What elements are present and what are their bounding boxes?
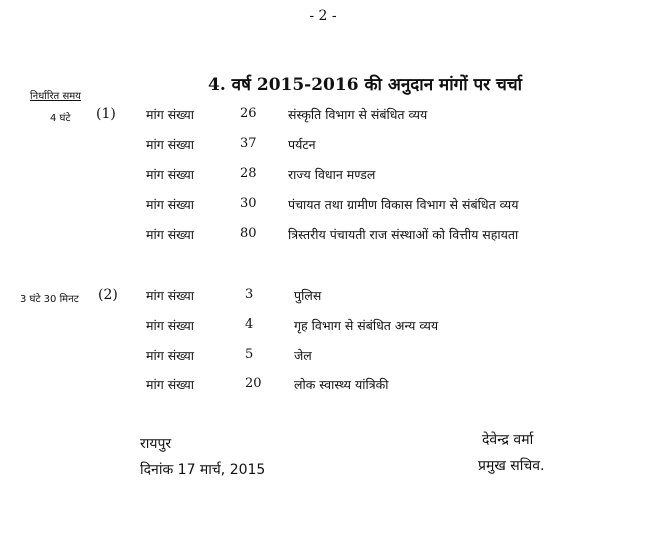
- demand-description: राज्य विधान मण्डल: [288, 167, 376, 182]
- demand-number: 37: [240, 136, 257, 151]
- demand-number: 20: [245, 376, 262, 391]
- demand-description: संस्कृति विभाग से संबंधित व्यय: [288, 107, 428, 122]
- demand-label: मांग संख्या: [146, 318, 194, 333]
- demand-number: 28: [240, 166, 257, 181]
- group-2-time: 3 घंटे 30 मिनट: [20, 294, 79, 305]
- group-1-number: (1): [96, 106, 116, 122]
- demand-number: 3: [245, 287, 254, 302]
- demand-label: मांग संख्या: [146, 377, 194, 392]
- demand-number: 30: [240, 196, 257, 211]
- demand-label: मांग संख्या: [146, 107, 194, 122]
- demand-number: 26: [240, 106, 257, 121]
- document-heading: 4. वर्ष 2015-2016 की अनुदान मांगों पर चर्चा: [208, 75, 523, 95]
- demand-label: मांग संख्या: [146, 197, 194, 212]
- demand-description: जेल: [294, 348, 312, 363]
- time-allotted-header: निर्धारित समय: [30, 91, 81, 102]
- demand-row: [0, 226, 646, 248]
- date-label: दिनांक 17 मार्च, 2015: [140, 462, 266, 478]
- demand-number: 80: [240, 226, 257, 241]
- demand-label: मांग संख्या: [146, 227, 194, 242]
- demand-description: पुलिस: [294, 288, 322, 303]
- demand-number: 4: [245, 317, 254, 332]
- demand-description: त्रिस्तरीय पंचायती राज संस्थाओं को वित्तीय सहायता: [288, 227, 519, 242]
- signatory-name: देवेन्द्र वर्मा: [482, 432, 534, 448]
- demand-description: गृह विभाग से संबंधित अन्य व्यय: [294, 318, 439, 333]
- demand-label: मांग संख्या: [146, 167, 194, 182]
- place-label: रायपुर: [140, 436, 172, 452]
- demand-row: [0, 106, 646, 128]
- group-1-time: 4 घंटे: [50, 113, 71, 124]
- demand-description: पंचायत तथा ग्रामीण विकास विभाग से संबंधित व्यय: [288, 197, 519, 212]
- demand-label: मांग संख्या: [146, 137, 194, 152]
- demand-description: लोक स्वास्थ्य यांत्रिकी: [294, 377, 389, 392]
- demand-description: पर्यटन: [288, 137, 316, 152]
- demand-number: 5: [245, 347, 254, 362]
- demand-row: [0, 166, 646, 188]
- group-2-number: (2): [98, 287, 118, 303]
- demand-row: [0, 347, 646, 369]
- demand-label: मांग संख्या: [146, 288, 194, 303]
- signatory-title: प्रमुख सचिव.: [478, 458, 545, 474]
- demand-row: [0, 287, 646, 309]
- demand-label: मांग संख्या: [146, 348, 194, 363]
- demand-row: [0, 196, 646, 218]
- page-number: - 2 -: [309, 8, 337, 24]
- demand-row: [0, 376, 646, 398]
- demand-row: [0, 317, 646, 339]
- demand-row: [0, 136, 646, 158]
